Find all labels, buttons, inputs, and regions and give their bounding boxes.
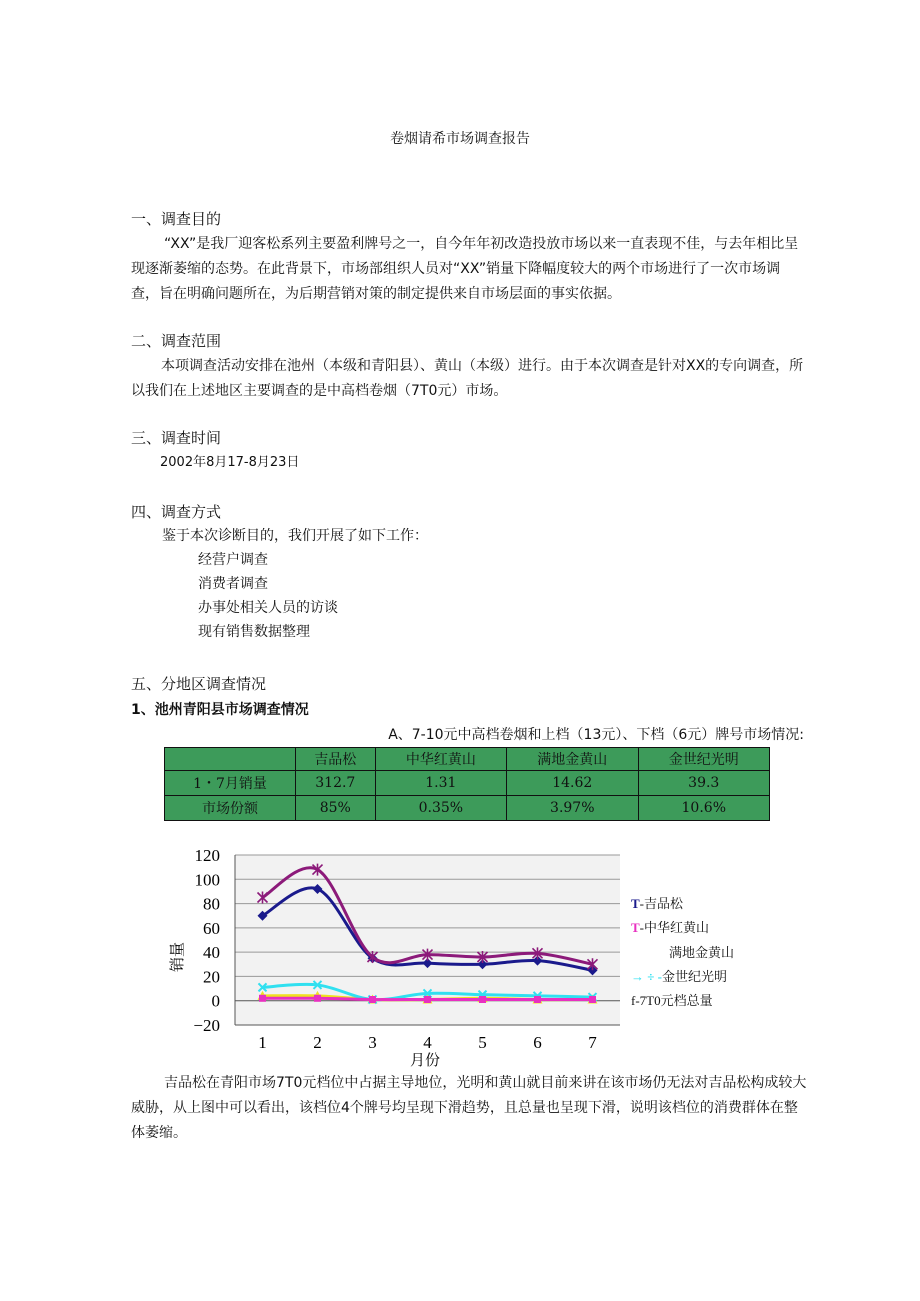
table-cell: 85% <box>296 796 376 821</box>
section-body-scope: 本项调查活动安排在池州（本级和青阳县）、黄山（本级）进行。由于本次调查是针对XX的专向调查，所以我们在上述地区主要调查的是中高档卷烟（7T0元）市场。 <box>131 358 804 399</box>
legend-item <box>669 942 734 961</box>
method-item: 现有销售数据整理 <box>198 624 310 640</box>
y-tick-label: 40 <box>203 943 220 963</box>
table-cell: 1・7月销量 <box>165 771 296 796</box>
legend-label: 满地金黄山 <box>669 945 735 960</box>
y-tick-label: 100 <box>194 870 220 890</box>
data-point <box>314 995 321 1002</box>
section-body-purpose: “XX”是我厂迎客松系列主要盈利牌号之一，自今年年初改造投放市场以来一直表现不佳，与去年相比呈现逐渐萎缩的态势。在此背景下，市场部组织人员对“XX”销量下降幅度较大的两个市场进行了一次市场调查，旨在明确问题所在，为后期营销对策的制定提供来自市场层面的事实依据。 <box>131 236 799 302</box>
table-header-cell: 中华红黄山 <box>375 748 506 771</box>
x-tick-label: 3 <box>368 1033 377 1052</box>
legend-marker: → ÷ - <box>631 969 662 984</box>
table-header-row <box>165 748 770 771</box>
section-heading-method: 四、调查方式 <box>131 503 222 521</box>
table-cell: 市场份额 <box>165 796 296 821</box>
x-axis-label: 月份 <box>409 1051 441 1069</box>
table-cell: 312.7 <box>296 771 376 796</box>
legend-label: -吉品松 <box>639 896 684 911</box>
x-tick-label: 2 <box>313 1033 322 1052</box>
legend-label: -中华红黄山 <box>639 920 710 935</box>
x-tick-label: 5 <box>478 1033 487 1052</box>
table-cell: 14.62 <box>507 771 638 796</box>
x-tick-label: 6 <box>533 1033 542 1052</box>
table-cell: 1.31 <box>375 771 506 796</box>
y-axis-label: 销量 <box>168 941 186 973</box>
method-item: 经营户调查 <box>198 552 268 568</box>
y-tick-label: 60 <box>203 918 220 938</box>
y-tick-label: 20 <box>203 967 220 987</box>
section-body-method: 鉴于本次诊断目的，我们开展了如下工作： <box>162 528 428 544</box>
section-body-time: 2002年8月17-8月23日 <box>160 455 300 470</box>
data-point <box>589 996 596 1003</box>
data-point <box>259 995 266 1002</box>
data-point <box>479 996 486 1003</box>
legend-label: 金世纪光明 <box>661 969 727 984</box>
legend-item <box>631 917 709 936</box>
market-table <box>164 747 770 821</box>
y-tick-label: 120 <box>194 846 220 865</box>
table-cell: 3.97% <box>507 796 638 821</box>
table-caption: A、7-10元中高档卷烟和上档（13元）、下档（6元）牌号市场情况: <box>388 727 804 743</box>
method-item: 消费者调查 <box>198 576 268 592</box>
x-tick-label: 7 <box>588 1033 597 1052</box>
legend-item <box>631 966 727 985</box>
table-cell: 10.6% <box>638 796 769 821</box>
section-heading-purpose: 一、调查目的 <box>131 210 222 228</box>
section-heading-regions: 五、分地区调查情况 <box>131 675 267 693</box>
legend-marker: T <box>631 920 640 935</box>
data-point <box>534 996 541 1003</box>
legend-label: f-7T0元档总量 <box>631 993 713 1008</box>
table-cell: 39.3 <box>638 771 769 796</box>
analysis-paragraph: 吉品松在青阳市场7T0元档位中占据主导地位，光明和黄山就目前来讲在该市场仍无法对吉品松构成较大威胁，从上图中可以看出，该档位4个牌号均呈现下滑趋势，且总量也呈现下滑，说明该档位的消费群体在整体萎缩。 <box>131 1075 807 1141</box>
data-point <box>424 996 431 1003</box>
table-header-cell: 吉品松 <box>296 748 376 771</box>
table-header-cell <box>165 748 296 771</box>
data-point <box>369 996 376 1003</box>
table-cell: 0.35% <box>375 796 506 821</box>
method-item: 办事处相关人员的访谈 <box>198 600 338 616</box>
y-tick-label: 80 <box>203 894 220 914</box>
page-title: 卷烟请希市场调查报告 <box>390 131 530 147</box>
table-row <box>165 796 770 821</box>
sales-line-chart <box>160 845 630 1070</box>
legend-item <box>631 990 713 1009</box>
table-header-cell: 金世纪光明 <box>638 748 769 771</box>
section-heading-scope: 二、调查范围 <box>131 332 222 350</box>
table-header-cell: 满地金黄山 <box>507 748 638 771</box>
y-tick-label: −20 <box>193 1016 220 1035</box>
legend-item <box>631 893 683 912</box>
subsection-heading: 1、池州青阳县市场调查情况 <box>131 702 309 718</box>
section-heading-time: 三、调查时间 <box>131 429 222 447</box>
y-tick-label: 0 <box>211 991 220 1011</box>
x-tick-label: 4 <box>423 1033 432 1052</box>
table-row <box>165 771 770 796</box>
legend-marker: T <box>631 896 640 911</box>
x-tick-label: 1 <box>258 1033 267 1052</box>
